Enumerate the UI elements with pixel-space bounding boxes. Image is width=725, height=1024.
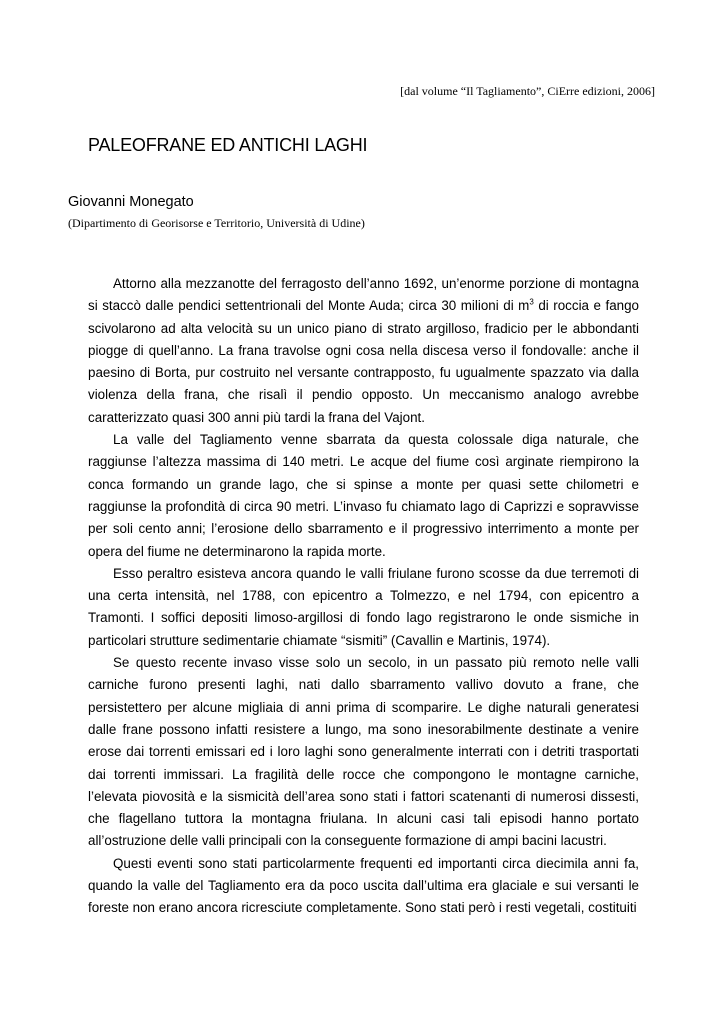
paragraph-5: Questi eventi sono stati particolarmente frequenti ed importanti circa diecimila anni fa, quando la valle del Tagliamento era da poco uscita dall’ultima era glaciale e sui versanti le foreste non erano ancora ricresciute completamente. Sono stati però i resti vegetali, costituiti: [88, 855, 639, 916]
paragraph-4: Se questo recente invaso visse solo un secolo, in un passato più remoto nelle valli carniche furono presenti laghi, nati dallo sbarramento vallivo dovuto a frane, che persistettero per alcune migliaia di anni prima di scomparire. Le dighe naturali generatesi dalle frane possono infatti resistere a lungo, ma sono inesorabilmente destinate a venire erose dai torrenti emissari ed i loro laghi sono generalmente interrati con i detriti trasportati dai torrenti immissari. La fragilità delle rocce che compongono le montagne carniche, l’elevata piovosità e la sismicità dell’area sono stati i fattori scatenanti di numerosi dissesti, che flagellano tuttora la montagna friulana. In alcuni casi tali episodi hanno portato all’ostruzione delle valli principali con la conseguente formazione di ampi bacini lacustri.: [88, 655, 639, 849]
paragraph-1-text-a: Attorno alla mezzanotte del ferragosto dell’anno 1692, un’enorme porzione di montagna si staccò dalle pendici settentrionali del Monte Auda; circa 30 milioni di m: [88, 276, 639, 314]
paragraph-2: La valle del Tagliamento venne sbarrata da questa colossale diga naturale, che raggiunse l’altezza massima di 140 metri. Le acque del fiume così arginate riempirono la conca formando un grande lago, che si spinse a monte per quasi sette chilometri e raggiunse la profondità di circa 90 metri. L’invaso fu chiamato lago di Caprizzi e sopravvisse per soli cento anni; l’erosione dello sbarramento e il progressivo interrimento a monte per opera del fiume ne determinarono la rapida morte.: [88, 432, 639, 559]
superscript-3: 3: [529, 297, 534, 307]
author-name: Giovanni Monegato: [68, 194, 194, 210]
paragraph-1-text-b: di roccia e fango scivolarono ad alta velocità su un unico piano di strato argilloso, fradicio per le abbondanti piogge di quell’anno. La frana travolse ogni cosa nella discesa verso il fondovalle: anche il paesino di Borta, pur costruito nel versante contrapposto, fu ugualmente spazzato via dalla violenza della frana, che risalì il pendio opposto. Un meccanismo analogo avrebbe caratterizzato quasi 300 anni più tardi la frana del Vajont.: [88, 298, 639, 425]
article-title: PALEOFRANE ED ANTICHI LAGHI: [88, 135, 368, 155]
paragraph-1: [88, 273, 639, 429]
article-body: [88, 273, 639, 920]
author-affiliation: (Dipartimento di Georisorse e Territorio, Università di Udine): [68, 216, 365, 230]
paragraph-3: Esso peraltro esisteva ancora quando le valli friulane furono scosse da due terremoti di una certa intensità, nel 1788, con epicentro a Tolmezzo, e nel 1794, con epicentro a Tramonti. I soffici depositi limoso-argillosi di fondo lago registrarono le onde sismiche in particolari strutture sedimentarie chiamate “sismiti” (Cavallin e Martinis, 1974).: [88, 565, 639, 648]
source-note: [dal volume “Il Tagliamento”, CiErre edizioni, 2006]: [400, 84, 655, 98]
